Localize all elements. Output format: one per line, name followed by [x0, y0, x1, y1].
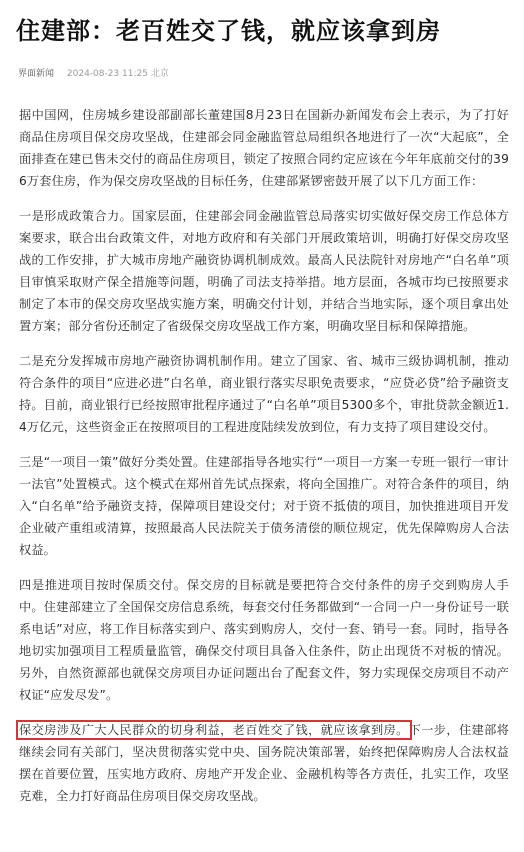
paragraph-delivery: 四是推进项目按时保质交付。保交房的目标就是要把符合交付条件的房子交到购房人手中。住建部建立了全国保交房信息系统，每套交付任务都做到“一合同一户一身份证号一联系电话”对应，将工作目标落实到户、落实到购房人，交付一套、销号一套。同时，指导各地切实加强项目工程质量监管，确保交付项目具备入住条件，防止出现货不对板的情况。另外，自然资源部也就保交房项目办证问题出台了配套文件，努力实现保交房项目不动产权证“应发尽发”。 — [19, 578, 509, 702]
article-title: 住建部：老百姓交了钱，就应该拿到房 — [16, 17, 441, 45]
publish-location: 北京 — [150, 69, 169, 79]
conclusion-text: 下一步，住建部将继续会同有关部门，坚决贯彻落实党中央、国务院决策部署，始终把保障购房人合法权益摆在首要位置，压实地方政府、房地产开发企业、金融机构等各方责任，扎实工作，攻坚克难，全力打好商品住房项目保交房攻坚战。 — [19, 723, 509, 803]
highlighted-quote: 保交房涉及广大人民群众的切身利益，老百姓交了钱，就应该拿到房。 — [19, 723, 409, 737]
article-meta — [18, 67, 169, 81]
publish-time: 2024-08-23 11:25 — [66, 69, 148, 79]
source-name[interactable]: 界面新闻 — [18, 69, 55, 79]
paragraph-financing: 二是充分发挥城市房地产融资协调机制作用。建立了国家、省、城市三级协调机制，推动符合条件的项目“应进必进”白名单，商业银行落实尽职免责要求，“应贷必贷”给予融资支持。目前，商业银行已经按照审批程序通过了“白名单”项目5300多个，审批贷款金额近1.4万亿元，这些资金正在按照项目的工程进度陆续发放到位，有力支持了项目建设交付。 — [19, 354, 509, 434]
paragraph-intro: 据中国网，住房城乡建设部副部长董建国8月23日在国新办新闻发布会上表示，为了打好商品住房项目保交房攻坚战，住建部会同金融监管总局组织各地进行了一次“大起底”，全面排查在建已售未交付的商品住房项目，锁定了按照合同约定应该在今年年底前交付的396万套住房，作为保交房攻坚战的目标任务，住建部紧锣密鼓开展了以下几方面工作： — [19, 108, 509, 188]
article-body — [19, 104, 509, 820]
paragraph-conclusion — [19, 719, 509, 807]
paragraph-policy: 一是形成政策合力。国家层面，住建部会同金融监管总局落实切实做好保交房工作总体方案要求，联合出台政策文件，对地方政府和有关部门开展政策培训，明确打好保交房攻坚战的工作安排，扩大城市房地产融资协调机制成效。最高人民法院针对房地产“白名单”项目审慎采取财产保全措施等问题，明确了司法支持举措。地方层面，各城市均已按照要求制定了本市的保交房攻坚战实施方案，明确交付计划，并结合当地实际，逐个项目拿出处置方案；部分省份还制定了省级保交房攻坚战工作方案，明确攻坚目标和保障措施。 — [19, 209, 509, 333]
paragraph-classification: 三是“一项目一策”做好分类处置。住建部指导各地实行“一项目一方案一专班一银行一审计一法官”处置模式。这个模式在郑州首先试点探索，将向全国推广。对符合条件的项目，纳入“白名单”给予融资支持，保障项目建设交付；对于资不抵债的项目，加快推进项目开发企业破产重组或清算，按照最高人民法院关于债务清偿的顺位规定，优先保障购房人合法权益。 — [19, 455, 509, 557]
